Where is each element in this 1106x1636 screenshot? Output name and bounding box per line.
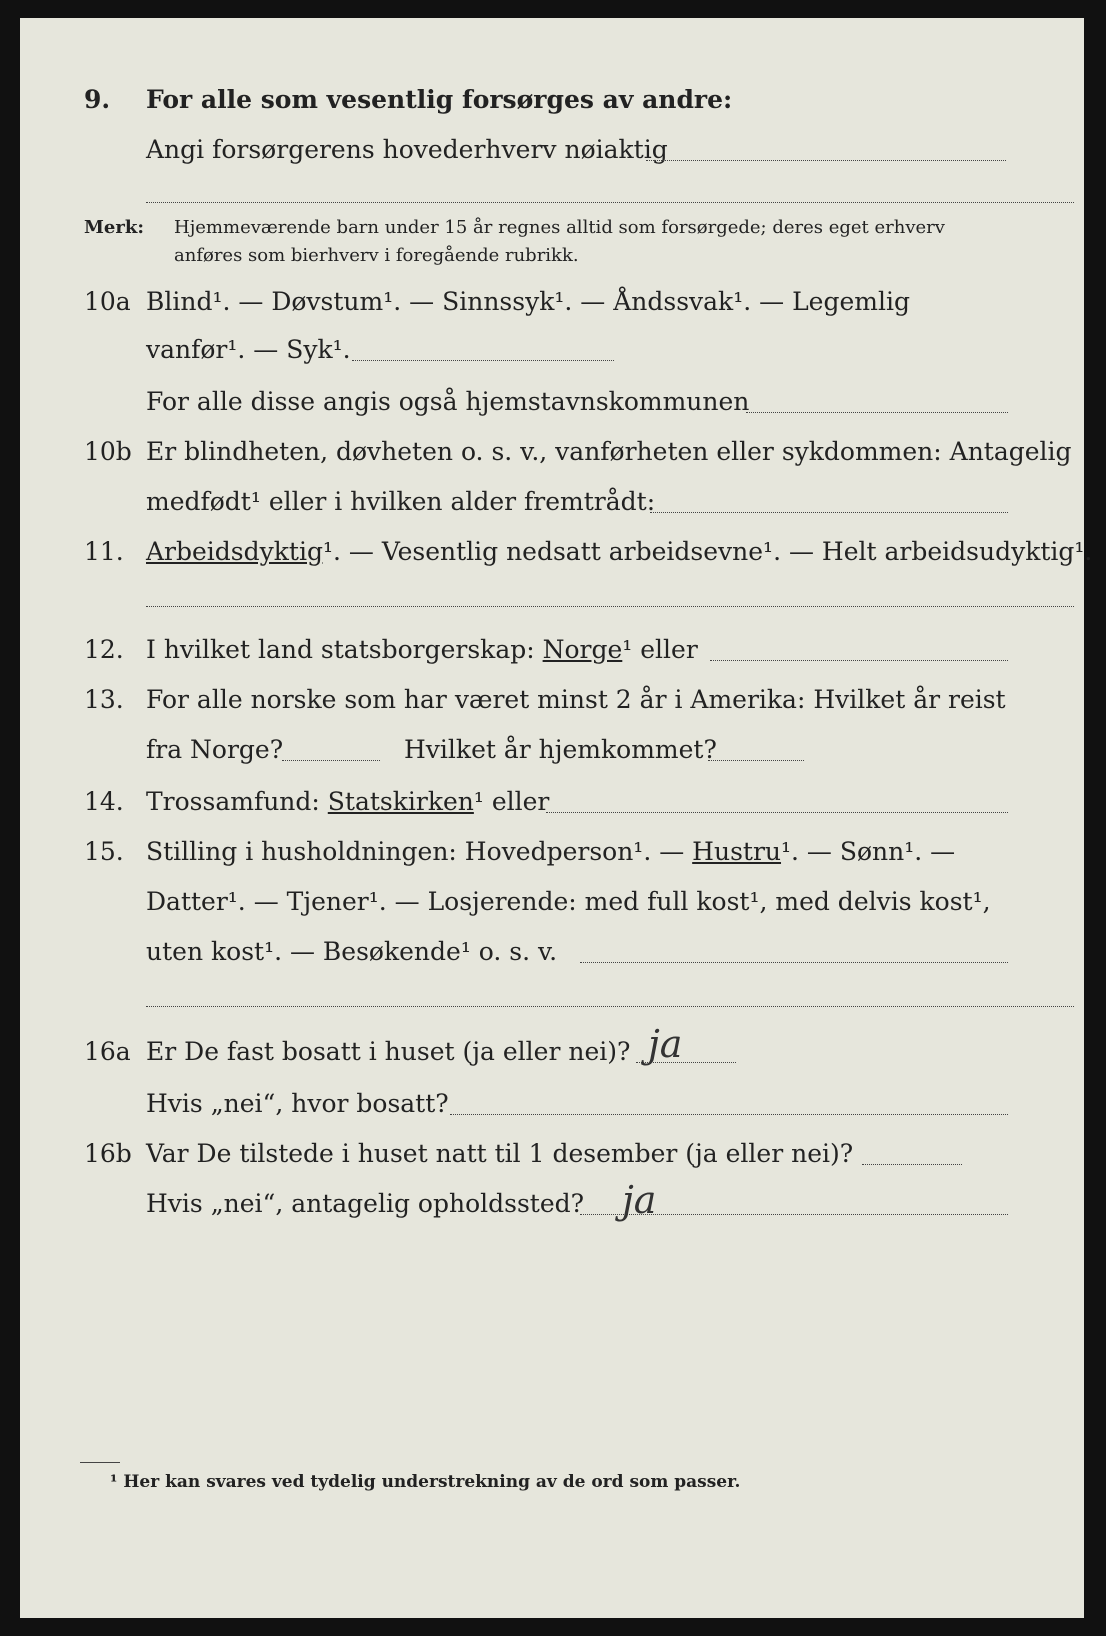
q15-number: 15. <box>84 837 124 866</box>
q9-heading: For alle som vesentlig forsørges av andre: <box>146 85 733 114</box>
q10a-number: 10a <box>84 287 131 316</box>
q15-text-1 <box>146 832 955 872</box>
q16a-text-1: Er De fast bosatt i huset (ja eller nei)? <box>146 1037 631 1066</box>
q15-extra-line[interactable] <box>146 1006 1074 1007</box>
q12-number: 12. <box>84 635 124 664</box>
form-page <box>20 18 1093 1618</box>
q10a-text-1: Blind¹. — Døvstum¹. — Sinnssyk¹. — Åndssvak¹. — Legemlig <box>146 287 910 316</box>
q10a-line1 <box>20 282 1084 322</box>
q10a-text-3: For alle disse angis også hjemstavnskommunen <box>146 387 750 416</box>
q13-line2 <box>20 730 1084 770</box>
q16a-where-line[interactable] <box>450 1114 1008 1115</box>
q13-text-2a: fra Norge? <box>146 735 284 764</box>
merk-text-2: anføres som bierhverv i foregående rubrikk. <box>174 245 579 266</box>
q15-line2 <box>20 882 1084 922</box>
q10a-text-2: vanfør¹. — Syk¹. <box>146 335 351 364</box>
q16b-line2 <box>20 1178 1084 1224</box>
q11-number: 11. <box>84 537 124 566</box>
merk-label: Merk: <box>84 217 144 238</box>
footnote-rule <box>80 1462 120 1463</box>
q15-rest: ¹. — Sønn¹. — <box>781 837 956 866</box>
q11-text <box>146 532 1092 572</box>
q9-answer-line[interactable] <box>646 160 1006 161</box>
q14-number: 14. <box>84 787 124 816</box>
q13-text-1: For alle norske som har været minst 2 år i Amerika: Hvilket år reist <box>146 685 1006 714</box>
q9-line1 <box>20 80 1084 120</box>
merk-text-1: Hjemmeværende barn under 15 år regnes alltid som forsørgede; deres eget erhverv <box>174 217 945 238</box>
q14-text <box>146 782 549 822</box>
q16b-line1 <box>20 1134 1084 1174</box>
q13-return-line[interactable] <box>708 760 804 761</box>
q16b-text-2: Hvis „nei“, antagelig opholdssted? <box>146 1189 585 1218</box>
q10b-text-2: medfødt¹ eller i hvilken alder fremtrådt: <box>146 487 656 516</box>
q10a-answer-line[interactable] <box>352 360 614 361</box>
q13-text-2b: Hvilket år hjemkommet? <box>404 735 717 764</box>
q16a-handwritten-answer: ja <box>648 1022 683 1066</box>
merk-note <box>84 214 945 242</box>
q10a-line3 <box>20 382 1084 422</box>
q16a-line2 <box>20 1084 1084 1124</box>
q12-line <box>20 630 1084 670</box>
q16b-text-1: Var De tilstede i huset natt til 1 desember (ja eller nei)? <box>146 1139 854 1168</box>
footnote: ¹ Her kan svares ved tydelig understrekning av de ord som passer. <box>110 1472 741 1492</box>
q16b-answer-line[interactable] <box>862 1164 962 1165</box>
q11-answer-line[interactable] <box>146 606 1074 607</box>
q15-line1 <box>20 832 1084 872</box>
q13-number: 13. <box>84 685 124 714</box>
q15-text-3: uten kost¹. — Besøkende¹ o. s. v. <box>146 937 558 966</box>
q14-selected: Statskirken <box>327 787 474 816</box>
q15-text-2: Datter¹. — Tjener¹. — Losjerende: med full kost¹, med delvis kost¹, <box>146 887 991 916</box>
q10b-line2 <box>20 482 1084 522</box>
q13-left-line[interactable] <box>282 760 380 761</box>
q10b-answer-line[interactable] <box>650 512 1008 513</box>
divider <box>146 202 1074 203</box>
q16a-line1 <box>20 1022 1084 1072</box>
q15-prompt: Stilling i husholdningen: Hovedperson¹. — <box>146 837 693 866</box>
q9-prompt: Angi forsørgerens hovederhverv nøiaktig <box>146 135 668 164</box>
q16b-number: 16b <box>84 1139 132 1168</box>
q16b-handwritten-answer: ja <box>622 1178 657 1222</box>
q13-line1 <box>20 680 1084 720</box>
q14-answer-line[interactable] <box>546 812 1008 813</box>
q11-selected: Arbeidsdyktig <box>146 537 323 566</box>
q12-selected: Norge <box>542 635 623 664</box>
q12-prompt: I hvilket land statsborgerskap: <box>146 635 543 664</box>
q12-text <box>146 630 698 670</box>
q10b-text-1: Er blindheten, døvheten o. s. v., vanførheten eller sykdommen: Antagelig <box>146 437 1072 466</box>
q16a-number: 16a <box>84 1037 131 1066</box>
q10a-line2 <box>20 330 1084 370</box>
q14-line <box>20 782 1084 822</box>
q15-line3 <box>20 932 1084 972</box>
q9-number: 9. <box>84 85 111 114</box>
q14-prompt: Trossamfund: <box>146 787 328 816</box>
q16a-text-2: Hvis „nei“, hvor bosatt? <box>146 1089 449 1118</box>
q14-rest: ¹ eller <box>473 787 550 816</box>
q10a-home-line[interactable] <box>746 412 1008 413</box>
q12-rest: ¹ eller <box>622 635 698 664</box>
q15-answer-line[interactable] <box>580 962 1008 963</box>
q10b-line1 <box>20 432 1084 472</box>
q10b-number: 10b <box>84 437 132 466</box>
q15-selected: Hustru <box>692 837 782 866</box>
q9-line2 <box>20 130 1084 170</box>
q11-rest: ¹. — Vesentlig nedsatt arbeidsevne¹. — Helt arbeidsudyktig¹. <box>322 537 1093 566</box>
q12-answer-line[interactable] <box>710 660 1008 661</box>
q11-line <box>20 532 1093 572</box>
